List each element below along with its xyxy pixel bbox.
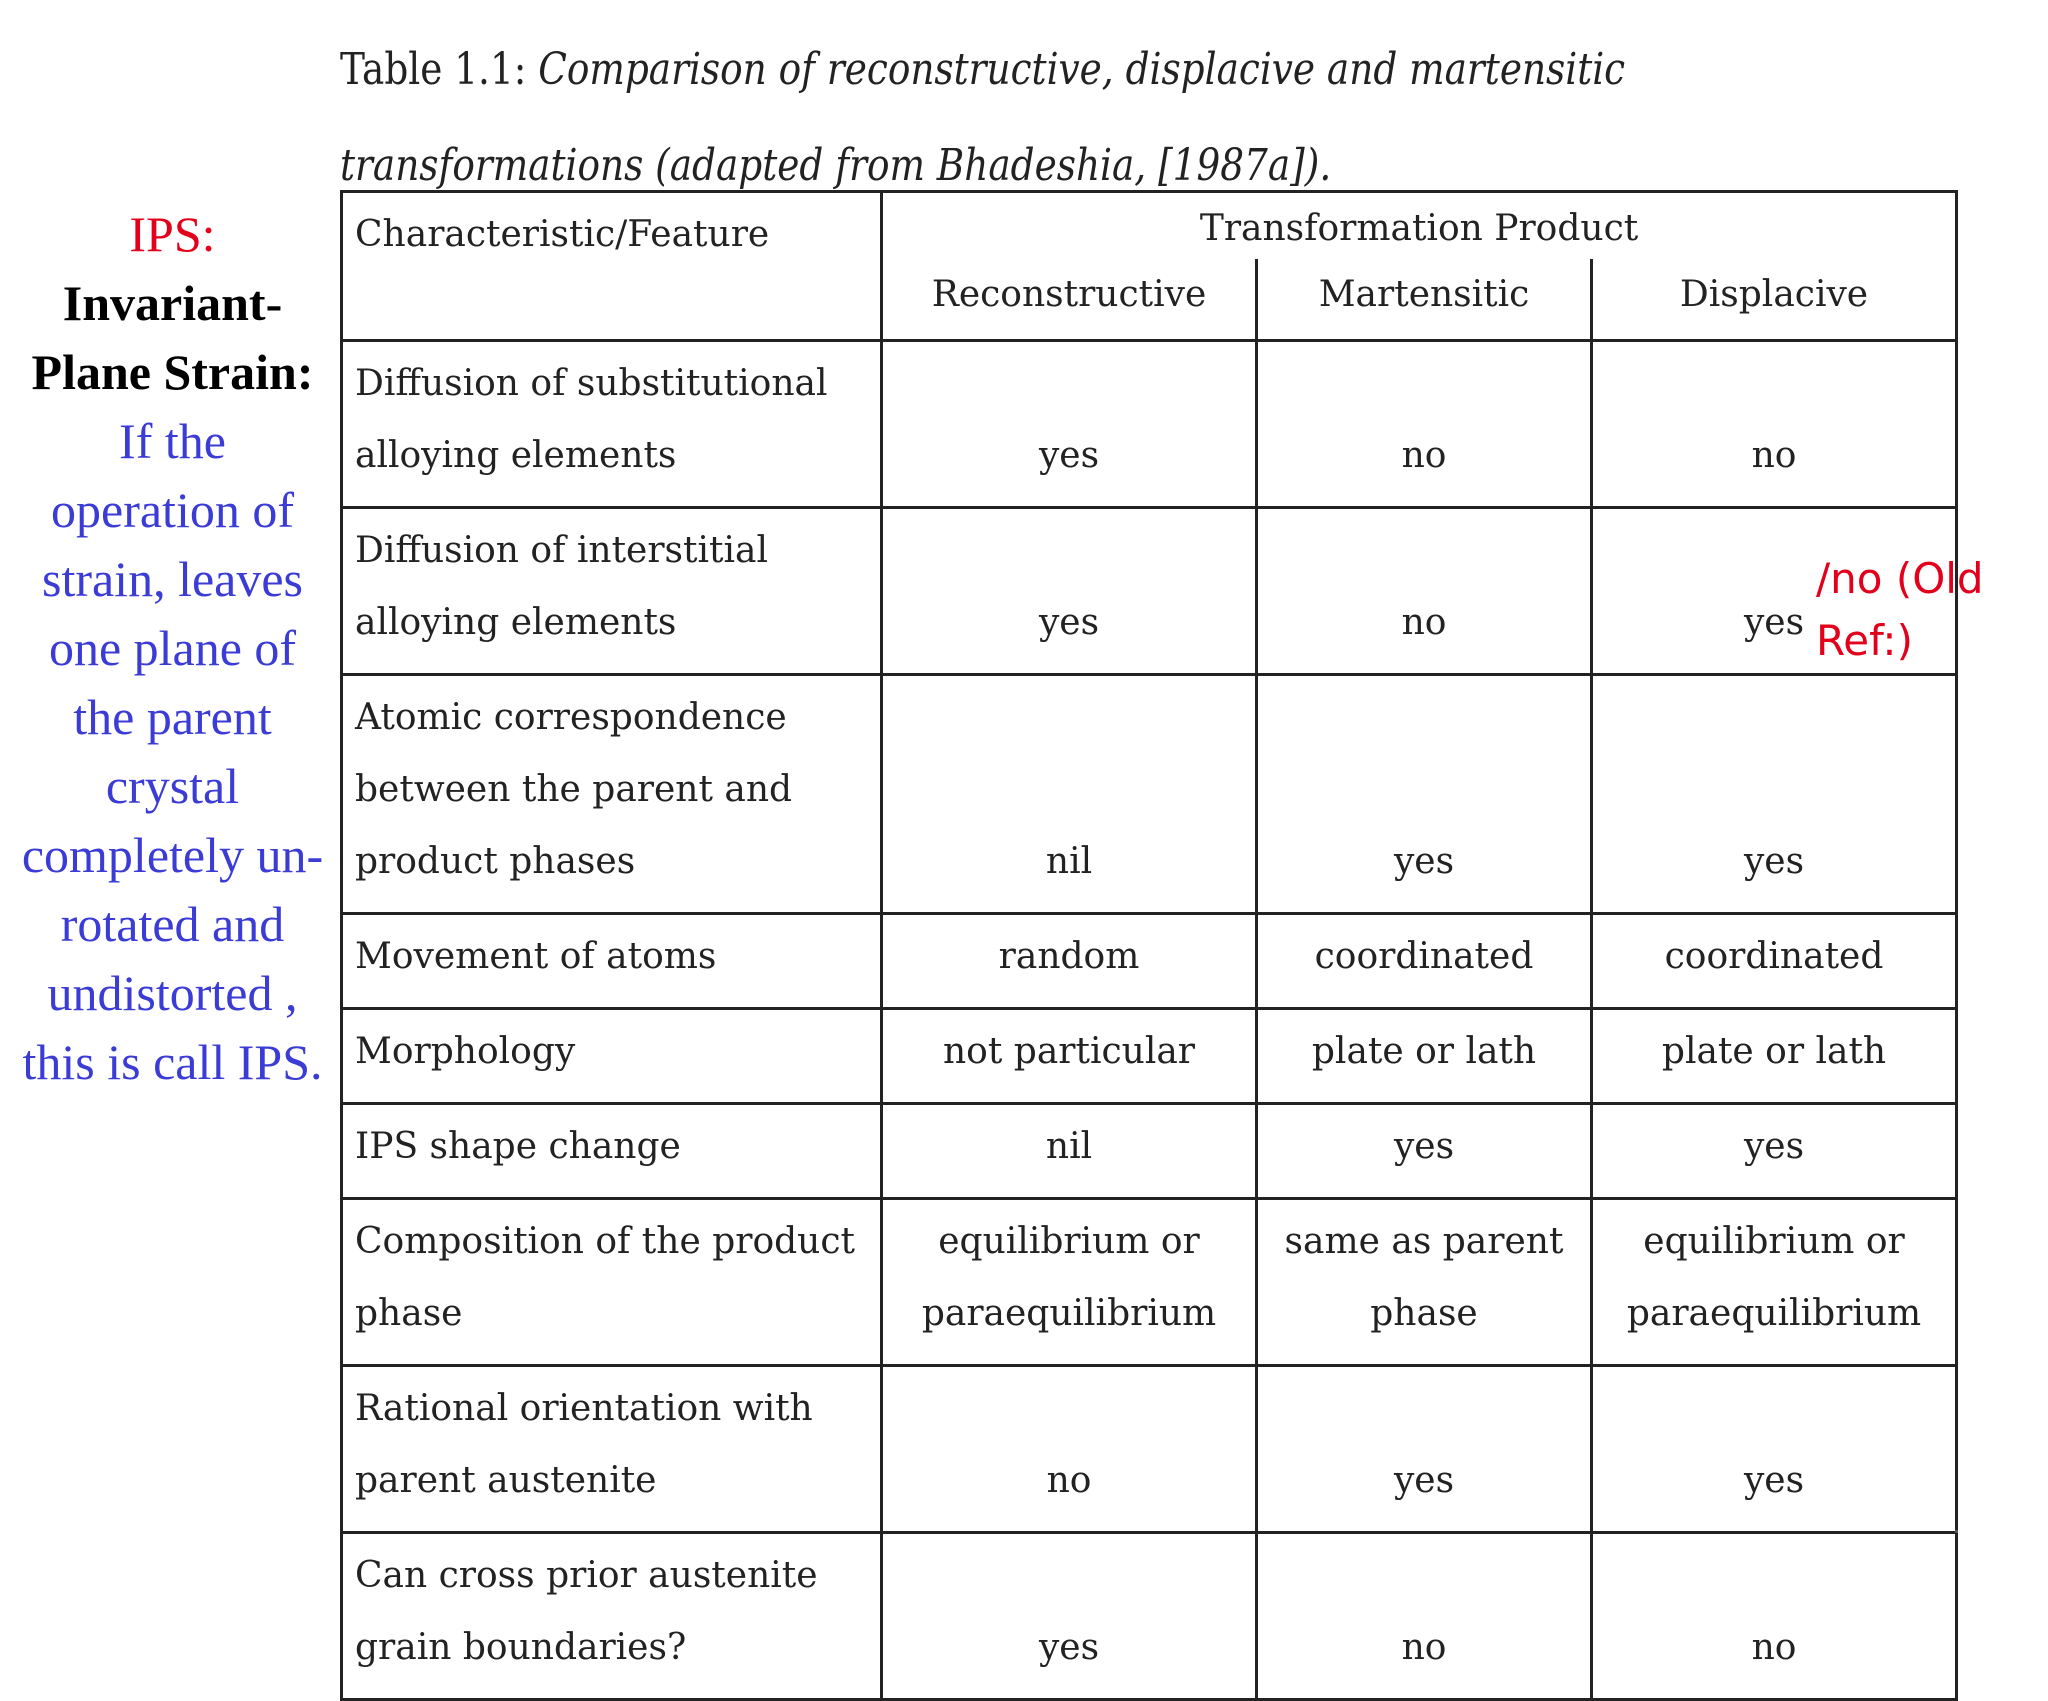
cell-martensitic: no: [1257, 508, 1592, 675]
cell-martensitic: yes: [1257, 675, 1592, 914]
cell-martensitic: same as parent phase: [1257, 1199, 1592, 1366]
cell-martensitic: yes: [1257, 1366, 1592, 1533]
cell-reconstructive: no: [882, 1366, 1257, 1533]
table-row: [342, 1199, 1957, 1366]
cell-reconstructive: yes: [882, 508, 1257, 675]
cell-reconstructive: not particular: [882, 1009, 1257, 1104]
row-feature: Movement of atoms: [342, 914, 882, 1009]
scan-dot: [1955, 1530, 1958, 1533]
table-row: [342, 1009, 1957, 1104]
cell-martensitic: no: [1257, 341, 1592, 508]
ips-definition-title: Invariant-Plane Strain:: [31, 275, 314, 400]
row-feature: IPS shape change: [342, 1104, 882, 1199]
cell-displacive: plate or lath: [1592, 1009, 1957, 1104]
cell-reconstructive: yes: [882, 1533, 1257, 1700]
cell-martensitic: no: [1257, 1533, 1592, 1700]
row-feature: Atomic correspondence between the parent and product phases: [342, 675, 882, 914]
ips-definition-note: [20, 200, 325, 1097]
cell-displacive: yes: [1592, 1366, 1957, 1533]
cell-reconstructive: yes: [882, 341, 1257, 508]
table-row: [342, 1104, 1957, 1199]
cell-martensitic: yes: [1257, 1104, 1592, 1199]
cell-displacive: yes: [1592, 508, 1957, 675]
caption-label: Table 1.1:: [340, 44, 527, 95]
cell-displacive: coordinated: [1592, 914, 1957, 1009]
row-feature: Rational orientation with parent austenite: [342, 1366, 882, 1533]
cell-displacive: no: [1592, 341, 1957, 508]
cell-martensitic: plate or lath: [1257, 1009, 1592, 1104]
row-feature: Diffusion of substitutional alloying elements: [342, 341, 882, 508]
column-header-displacive: Displacive: [1592, 259, 1957, 341]
ips-definition-text: If the operation of strain, leaves one plane of the parent crystal completely un-rotated and undistorted , this is call IPS.: [21, 413, 324, 1090]
table-row: [342, 341, 1957, 508]
column-header-martensitic: Martensitic: [1257, 259, 1592, 341]
ips-term: IPS:: [129, 206, 216, 262]
column-header-reconstructive: Reconstructive: [882, 259, 1257, 341]
row-feature: Diffusion of interstitial alloying elements: [342, 508, 882, 675]
table-caption: [340, 22, 1734, 214]
cell-martensitic: coordinated: [1257, 914, 1592, 1009]
old-reference-annotation: /no (Old Ref:): [1816, 554, 1984, 665]
cell-reconstructive: nil: [882, 675, 1257, 914]
table-row: [342, 1533, 1957, 1700]
cell-displacive: yes: [1592, 1104, 1957, 1199]
table-row: [342, 675, 1957, 914]
comparison-table: [340, 190, 1958, 1701]
row-feature: Can cross prior austenite grain boundaries?: [342, 1533, 882, 1700]
table-row: [342, 914, 1957, 1009]
cell-displacive: yes: [1592, 675, 1957, 914]
row-feature: Composition of the product phase: [342, 1199, 882, 1366]
table-row: [342, 1366, 1957, 1533]
cell-reconstructive: random: [882, 914, 1257, 1009]
cell-reconstructive: nil: [882, 1104, 1257, 1199]
cell-reconstructive: equilibrium or paraequilibrium: [882, 1199, 1257, 1366]
cell-displacive: no: [1592, 1533, 1957, 1700]
caption-title: Comparison of reconstructive, displacive and martensitic transformations (adapted from Bhadeshia, [1987a]).: [340, 44, 1626, 191]
table-row: [342, 508, 1957, 675]
row-feature: Morphology: [342, 1009, 882, 1104]
feature-column-header: Characteristic/Feature: [342, 192, 882, 341]
transformation-product-header: Transformation Product: [882, 192, 1957, 260]
cell-displacive: equilibrium or paraequilibrium: [1592, 1199, 1957, 1366]
